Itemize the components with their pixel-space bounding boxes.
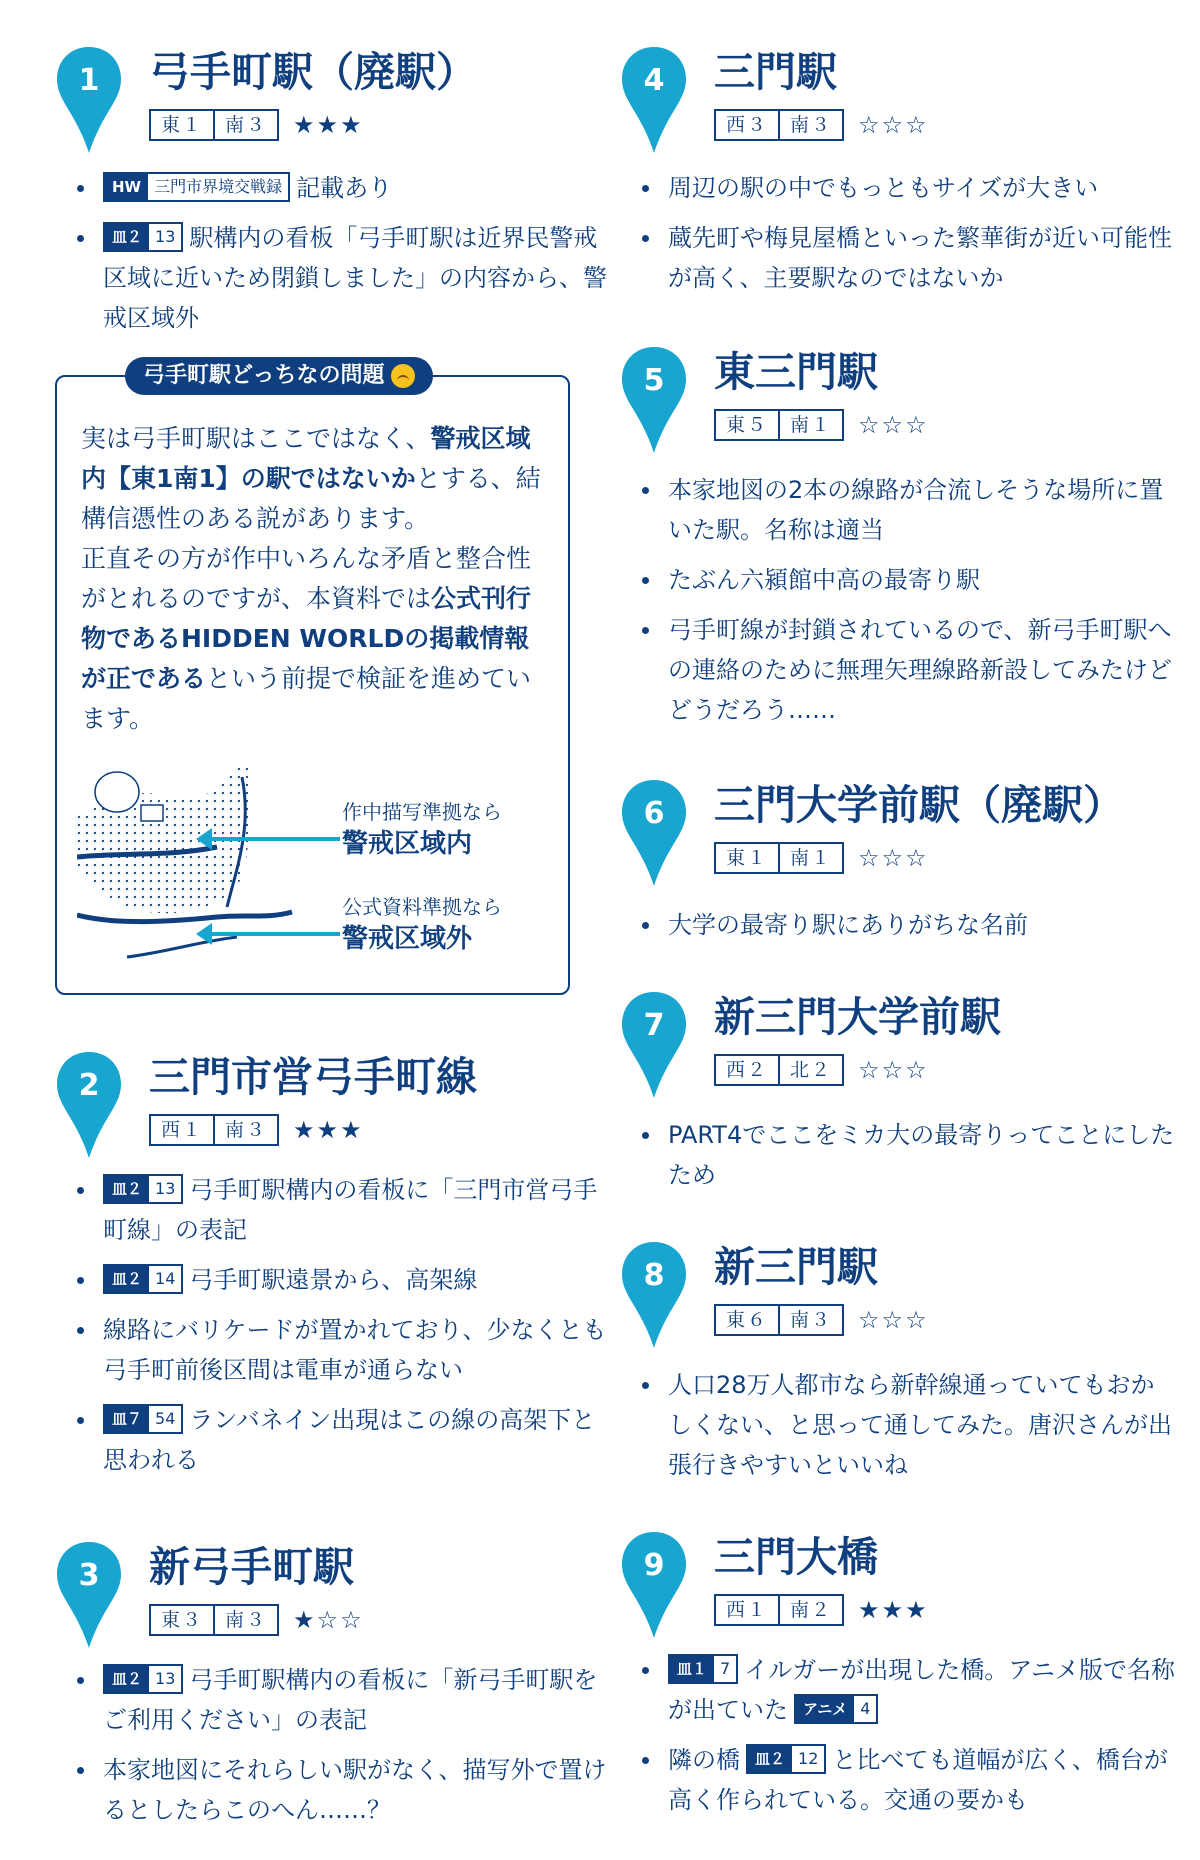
- pin-number: 4: [643, 63, 665, 98]
- entry-meta: [714, 842, 929, 874]
- source-ref-badge: 皿７ 54: [103, 1404, 183, 1434]
- list-item: 皿１ 7 イルガーが出現した橋。アニメ版で名称が出ていた アニメ 4: [638, 1650, 1178, 1730]
- star-rating: ☆☆☆: [858, 844, 929, 872]
- entry-meta: [714, 109, 929, 141]
- map-pin-icon: [620, 45, 688, 155]
- coord-x: 東１: [161, 114, 204, 136]
- entry-meta: [714, 1054, 929, 1086]
- coord-x: 東１: [726, 847, 769, 869]
- coordinate-badge: [149, 1604, 279, 1636]
- coord-x: 西１: [161, 1119, 204, 1141]
- coord-y: 南１: [778, 844, 842, 872]
- coord-x: 東３: [161, 1609, 204, 1631]
- entry-meta: [149, 1604, 364, 1636]
- entry-title: 東三門駅: [714, 348, 878, 396]
- list-item: 皿２ 14 弓手町駅遠景から、高架線: [73, 1260, 613, 1300]
- list-item: 皿２ 13 駅構内の看板「弓手町駅は近界民警戒区域に近いため閉鎖しました」の内容から、警戒区域外: [73, 218, 613, 338]
- note-box: [55, 363, 570, 995]
- entry-1-bullets: [73, 168, 613, 348]
- coord-y: 南３: [778, 111, 842, 139]
- star-rating: ☆☆☆: [858, 411, 929, 439]
- list-item: 本家地図の2本の線路が合流しそうな場所に置いた駅。名称は適当: [638, 470, 1178, 550]
- map-pin-icon: [620, 990, 688, 1100]
- note-text: 実は弓手町駅はここではなく、警戒区域内【東1南1】の駅ではないかとする、結構信憑性のある説があります。 正直その方が作中いろんな矛盾と整合性がとれるのですが、本資料では公式刊行物であるHIDDEN WORLDの掲載情報が正であるという前提で検証を進めています。: [81, 424, 541, 733]
- entry-title: 三門市営弓手町線: [149, 1053, 477, 1101]
- map-pin-icon: [55, 1050, 123, 1160]
- coord-y: 北２: [778, 1056, 842, 1084]
- pin-number: 2: [78, 1068, 100, 1103]
- coord-y: 南３: [213, 1606, 277, 1634]
- list-item: 皿２ 13 弓手町駅構内の看板に「新弓手町駅をご利用ください」の表記: [73, 1660, 613, 1740]
- map-pin-icon: [55, 1540, 123, 1650]
- star-rating: ★★★: [293, 111, 364, 139]
- star-rating: ☆☆☆: [858, 1306, 929, 1334]
- list-item: 線路にバリケードが置かれており、少なくとも弓手町前後区間は電車が通らない: [73, 1310, 613, 1390]
- entry-5-bullets: [638, 470, 1178, 740]
- list-item: 人口28万人都市なら新幹線通っていてもおかしくない、と思って通してみた。唐沢さんが出張行きやすいといいね: [638, 1365, 1178, 1485]
- entry-meta: [149, 109, 364, 141]
- pin-number: 9: [643, 1548, 665, 1583]
- coordinate-badge: [714, 1304, 844, 1336]
- entry-meta: [714, 1594, 929, 1626]
- coord-y: 南３: [778, 1306, 842, 1334]
- source-ref-badge: 皿２ 12: [746, 1744, 826, 1774]
- entry-8-bullets: [638, 1365, 1178, 1495]
- entry-title: 三門大橋: [714, 1533, 878, 1581]
- coordinate-badge: [714, 1054, 844, 1086]
- source-ref-badge: HW 三門市界境交戦録: [103, 172, 290, 202]
- list-item: たぶん六潁館中高の最寄り駅: [638, 560, 1178, 600]
- source-ref-badge: 皿２ 13: [103, 222, 183, 252]
- coordinate-badge: [714, 109, 844, 141]
- map-pin-icon: [620, 778, 688, 888]
- star-rating: ★★★: [858, 1596, 929, 1624]
- list-item: 隣の橋 皿２ 12 と比べても道幅が広く、橋台が高く作られている。交通の要かも: [638, 1740, 1178, 1820]
- coord-y: 南３: [213, 111, 277, 139]
- entry-title: 三門大学前駅（廃駅）: [714, 781, 1124, 829]
- coordinate-badge: [714, 842, 844, 874]
- list-item: 蔵先町や梅見屋橋といった繁華街が近い可能性が高く、主要駅なのではないか: [638, 218, 1178, 298]
- coord-x: 東５: [726, 414, 769, 436]
- entry-3-bullets: [73, 1660, 613, 1840]
- star-rating: ★☆☆: [293, 1606, 364, 1634]
- source-ref-badge: 皿２ 14: [103, 1264, 183, 1294]
- coord-x: 西２: [726, 1059, 769, 1081]
- arrow-icon: [210, 837, 340, 841]
- entry-9-bullets: [638, 1650, 1178, 1830]
- map-pin-icon: [620, 1240, 688, 1350]
- coord-x: 西３: [726, 114, 769, 136]
- entry-meta: [149, 1114, 364, 1146]
- entry-7-bullets: [638, 1115, 1178, 1205]
- map-pin-icon: [620, 345, 688, 455]
- pin-number: 1: [78, 63, 100, 98]
- entry-title: 弓手町駅（廃駅）: [149, 48, 477, 96]
- list-item: 周辺の駅の中でもっともサイズが大きい: [638, 168, 1178, 208]
- source-ref-badge: アニメ 4: [794, 1694, 878, 1724]
- entry-title: 三門駅: [714, 48, 837, 96]
- coord-y: 南３: [213, 1116, 277, 1144]
- pin-number: 7: [643, 1008, 665, 1043]
- source-ref-badge: 皿２ 13: [103, 1664, 183, 1694]
- coord-y: 南２: [778, 1596, 842, 1624]
- star-rating: ★★★: [293, 1116, 364, 1144]
- list-item: 弓手町線が封鎖されているので、新弓手町駅への連絡のために無理矢理線路新設してみたけどどうだろう……: [638, 610, 1178, 730]
- entry-meta: [714, 409, 929, 441]
- coordinate-badge: [714, 409, 844, 441]
- mini-map-illustration: [77, 767, 297, 967]
- list-item: 本家地図にそれらしい駅がなく、描写外で置けるとしたらこのへん……？: [73, 1750, 613, 1830]
- entry-title: 新三門大学前駅: [714, 993, 1001, 1041]
- pin-number: 3: [78, 1558, 100, 1593]
- source-ref-badge: 皿１ 7: [668, 1654, 738, 1684]
- list-item: HW 三門市界境交戦録 記載あり: [73, 168, 613, 208]
- entry-2-bullets: [73, 1170, 613, 1490]
- arrow-icon: [210, 932, 340, 936]
- map-label-inside: 作中描写準拠なら 警戒区域内: [342, 800, 502, 859]
- list-item: 皿７ 54 ランバネイン出現はこの線の高架下と思われる: [73, 1400, 613, 1480]
- star-rating: ☆☆☆: [858, 111, 929, 139]
- star-rating: ☆☆☆: [858, 1056, 929, 1084]
- coordinate-badge: [714, 1594, 844, 1626]
- list-item: 大学の最寄り駅にありがちな名前: [638, 905, 1178, 945]
- pin-number: 8: [643, 1258, 665, 1293]
- entry-meta: [714, 1304, 929, 1336]
- pin-number: 6: [643, 796, 665, 831]
- map-pin-icon: [620, 1530, 688, 1640]
- upside-down-face-icon: [391, 364, 415, 388]
- coord-x: 東６: [726, 1309, 769, 1331]
- entry-6-bullets: [638, 905, 1178, 955]
- coord-x: 西１: [726, 1599, 769, 1621]
- list-item: 皿２ 13 弓手町駅構内の看板に「三門市営弓手町線」の表記: [73, 1170, 613, 1250]
- map-label-outside: 公式資料準拠なら 警戒区域外: [342, 895, 502, 954]
- entry-title: 新弓手町駅: [149, 1543, 354, 1591]
- coordinate-badge: [149, 109, 279, 141]
- coord-y: 南１: [778, 411, 842, 439]
- pin-number: 5: [643, 363, 665, 398]
- list-item: PART4でここをミカ大の最寄りってことにしたため: [638, 1115, 1178, 1195]
- note-tag: 弓手町駅どっちなの問題: [125, 357, 433, 395]
- coordinate-badge: [149, 1114, 279, 1146]
- map-pin-icon: [55, 45, 123, 155]
- entry-title: 新三門駅: [714, 1243, 878, 1291]
- entry-4-bullets: [638, 168, 1178, 308]
- source-ref-badge: 皿２ 13: [103, 1174, 183, 1204]
